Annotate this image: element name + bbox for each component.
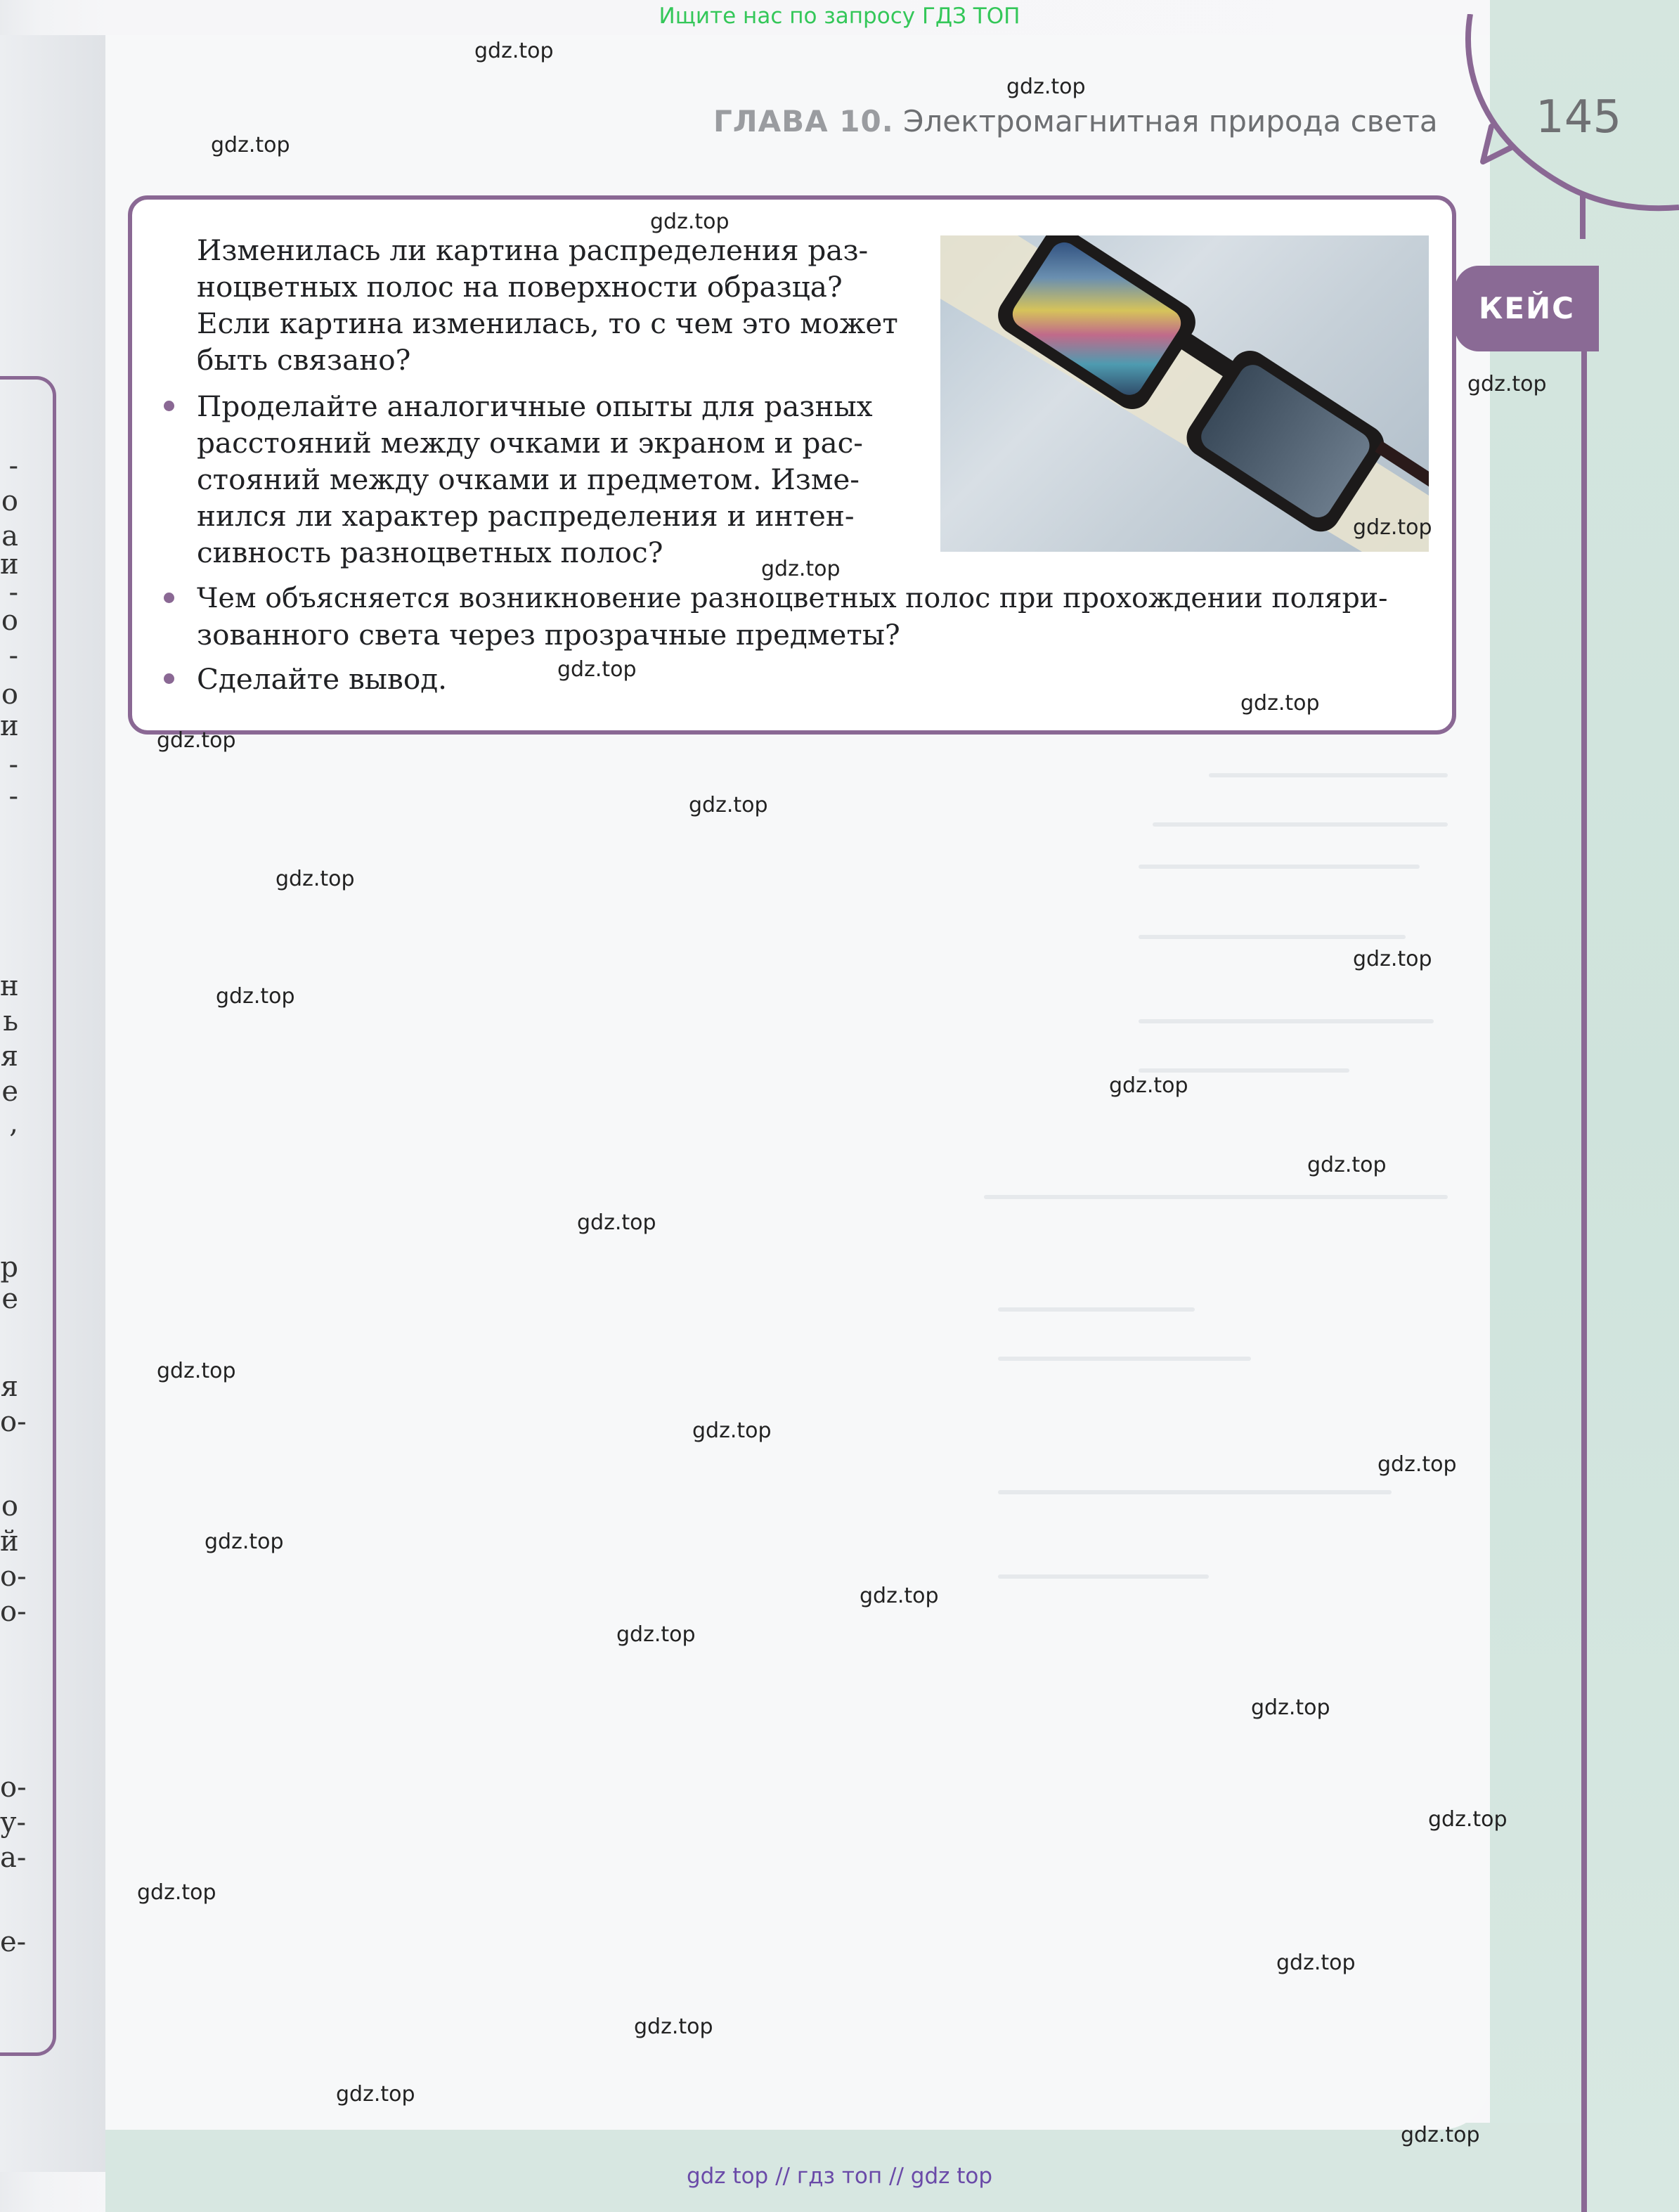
show-through-line xyxy=(998,1490,1392,1494)
watermark[interactable]: gdz.top xyxy=(761,557,841,581)
left-page-char: - xyxy=(8,450,18,482)
watermark[interactable]: gdz.top xyxy=(474,39,554,63)
left-page-char: о- xyxy=(0,1596,27,1628)
watermark[interactable]: gdz.top xyxy=(275,867,355,891)
watermark[interactable]: gdz.top xyxy=(157,1359,236,1383)
left-page-char: а xyxy=(1,520,18,552)
bullet-2-line: Чем объясняется возникновение разноцветных полос при прохождении поляри- xyxy=(197,582,1388,614)
left-page-char: у- xyxy=(0,1806,27,1839)
left-page-char: о xyxy=(1,604,18,637)
right-vertical-rule xyxy=(1581,351,1587,2212)
chapter-label: ГЛАВА 10. xyxy=(713,104,894,138)
chapter-header xyxy=(713,104,1438,138)
bullet-marker xyxy=(164,401,174,411)
task-intro-line: Изменилась ли картина распределения раз- xyxy=(197,233,869,267)
left-page-char: - xyxy=(8,780,18,813)
left-page-char: я xyxy=(0,1040,18,1073)
show-through-line xyxy=(1139,935,1406,939)
left-page-char: е- xyxy=(0,1926,27,1958)
watermark[interactable]: gdz.top xyxy=(1251,1695,1330,1720)
watermark[interactable]: gdz.top xyxy=(650,209,730,234)
watermark[interactable]: gdz.top xyxy=(1353,515,1432,540)
left-page-char: о- xyxy=(0,1406,27,1438)
watermark[interactable]: gdz.top xyxy=(1240,691,1320,716)
show-through-line xyxy=(998,1307,1195,1312)
bullet-1-line: стояний между очками и предметом. Изме- xyxy=(197,463,860,496)
bullet-1-line: нился ли характер распределения и интен- xyxy=(197,499,855,533)
task-intro-line: ноцветных полос на поверхности образца? xyxy=(197,270,843,304)
watermark[interactable]: gdz.top xyxy=(1276,1951,1356,1975)
watermark[interactable]: gdz.top xyxy=(860,1584,939,1608)
watermark[interactable]: gdz.top xyxy=(157,728,236,753)
footer-links[interactable]: gdz top // гдз топ // gdz top xyxy=(686,2164,993,2189)
left-page-char: о xyxy=(1,1490,18,1522)
watermark[interactable]: gdz.top xyxy=(1377,1452,1457,1477)
top-banner[interactable]: Ищите нас по запросу ГДЗ ТОП xyxy=(659,4,1020,29)
left-page-char: я xyxy=(0,1371,18,1403)
watermark[interactable]: gdz.top xyxy=(616,1622,696,1647)
left-page-char: о xyxy=(1,485,18,517)
watermark[interactable]: gdz.top xyxy=(336,2082,415,2107)
task-intro-line: быть связано? xyxy=(197,343,411,377)
show-through-line xyxy=(984,1195,1448,1199)
left-page-char: - xyxy=(8,640,18,672)
left-page-char: а- xyxy=(0,1842,27,1874)
watermark[interactable]: gdz.top xyxy=(1353,947,1432,971)
left-page-char: - xyxy=(8,749,18,781)
sunglasses-photo xyxy=(940,235,1429,552)
watermark[interactable]: gdz.top xyxy=(216,984,295,1009)
left-page-char: р xyxy=(0,1251,18,1283)
left-page-char: и xyxy=(0,548,19,581)
show-through-line xyxy=(1139,1068,1349,1073)
watermark[interactable]: gdz.top xyxy=(1109,1073,1188,1098)
watermark[interactable]: gdz.top xyxy=(634,2014,713,2039)
left-page-char: е xyxy=(1,1075,18,1108)
show-through-line xyxy=(998,1357,1251,1361)
bullet-2-line: зованного света через прозрачные предметы? xyxy=(197,618,900,652)
watermark[interactable]: gdz.top xyxy=(1307,1153,1387,1177)
bullet-1-line: расстояний между очками и экраном и рас- xyxy=(197,426,863,460)
bullet-marker xyxy=(164,673,174,684)
chapter-title: Электромагнитная природа света xyxy=(903,104,1438,138)
left-page-char: н xyxy=(0,970,19,1002)
watermark[interactable]: gdz.top xyxy=(1428,1807,1508,1832)
bullet-1-line: сивность разноцветных полос? xyxy=(197,536,663,569)
left-page-char: ь xyxy=(3,1005,18,1037)
left-page-char: о xyxy=(1,678,18,711)
watermark[interactable]: gdz.top xyxy=(1401,2123,1480,2147)
watermark[interactable]: gdz.top xyxy=(689,793,768,817)
watermark[interactable]: gdz.top xyxy=(205,1529,284,1554)
sunglasses-illustration xyxy=(940,235,1429,552)
task-intro-line: Если картина изменилась, то с чем это может xyxy=(197,306,898,340)
watermark[interactable]: gdz.top xyxy=(137,1880,216,1905)
bullet-marker xyxy=(164,593,174,603)
left-page-char: й xyxy=(0,1525,19,1558)
watermark[interactable]: gdz.top xyxy=(577,1210,656,1235)
page-number: 145 xyxy=(1536,91,1622,143)
show-through-line xyxy=(1153,822,1448,827)
bullet-3-line: Сделайте вывод. xyxy=(197,662,448,696)
show-through-line xyxy=(998,1574,1209,1579)
show-through-line xyxy=(1139,865,1420,869)
watermark[interactable]: gdz.top xyxy=(1467,372,1547,396)
left-page-char: о- xyxy=(0,1560,27,1593)
watermark[interactable]: gdz.top xyxy=(211,133,290,157)
show-through-line xyxy=(1209,773,1448,777)
left-page-char: , xyxy=(9,1107,18,1139)
watermark[interactable]: gdz.top xyxy=(692,1418,772,1443)
left-page-char: о- xyxy=(0,1771,27,1804)
watermark[interactable]: gdz.top xyxy=(557,657,637,682)
left-page-char: и xyxy=(0,710,19,742)
show-through-line xyxy=(1139,1019,1434,1023)
bullet-1-line: Проделайте аналогичные опыты для разных xyxy=(197,389,873,423)
case-tab: КЕЙС xyxy=(1455,266,1599,351)
left-page-char: е xyxy=(1,1283,18,1315)
left-page-char: - xyxy=(8,576,18,609)
watermark[interactable]: gdz.top xyxy=(1006,75,1086,99)
